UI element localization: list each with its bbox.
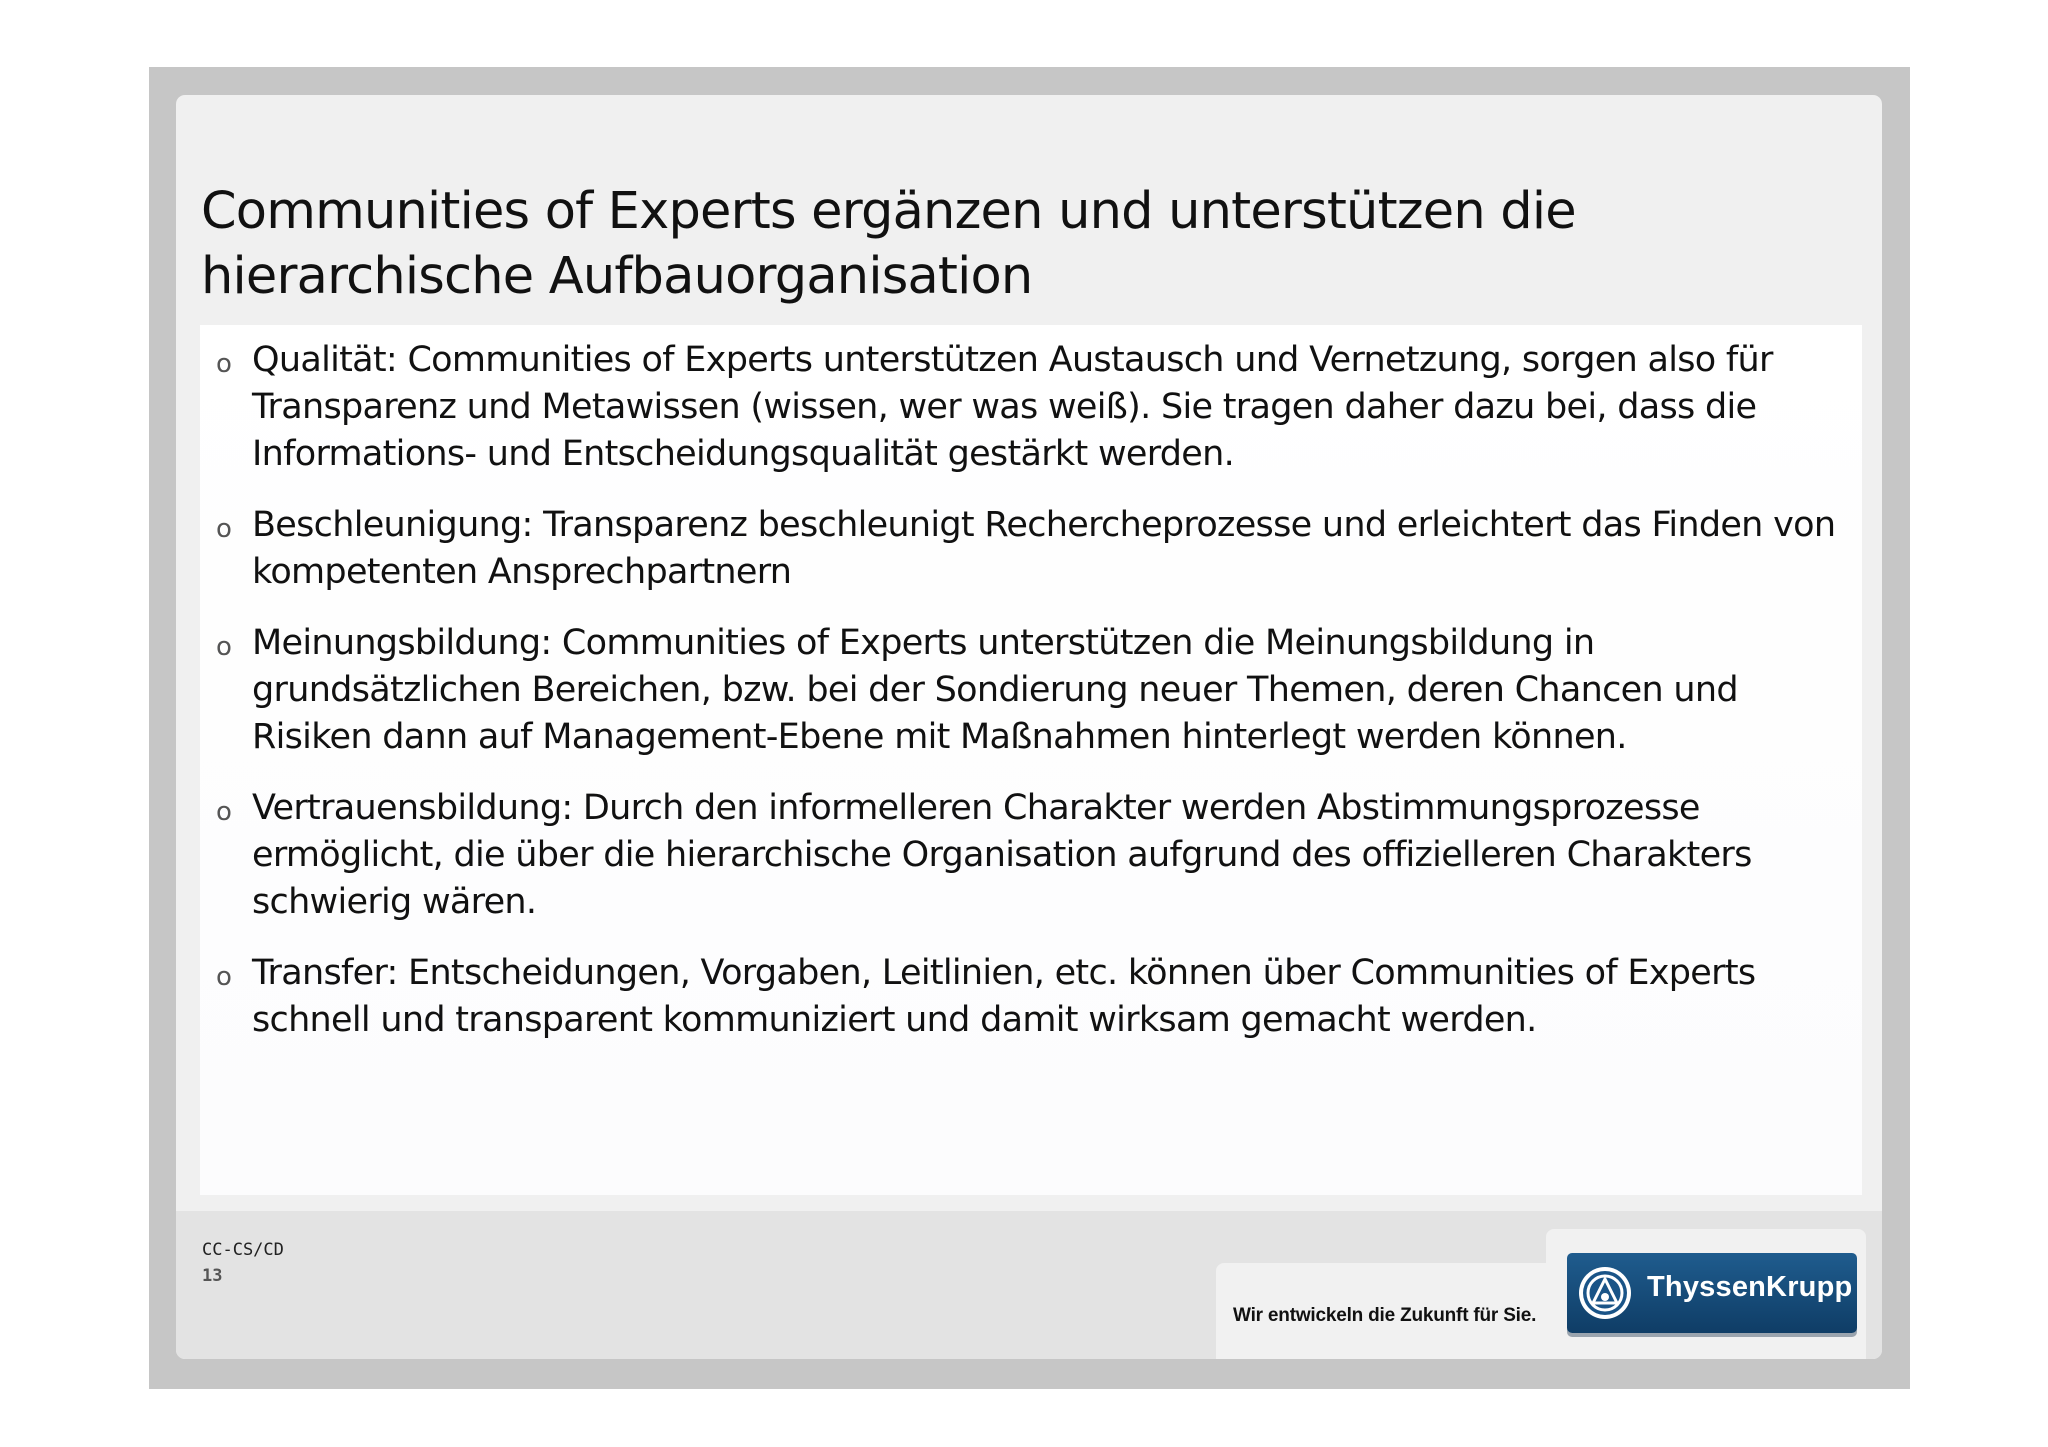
bullet-text: Meinungsbildung: Communities of Experts unterstützen die Meinungsbildung in grundsätzlichen Bereichen, bzw. bei der Sondierung neuer Themen, deren Chancen und Risiken dann auf Management-Ebene mit Maßnahmen hinterlegt werden können. bbox=[252, 623, 1738, 757]
slogan: Wir entwickeln die Zukunft für Sie. bbox=[1233, 1305, 1537, 1326]
department-code: CC-CS/CD bbox=[202, 1240, 284, 1260]
bullet-text: Transfer: Entscheidungen, Vorgaben, Leitlinien, etc. können über Communities of Experts schnell und transparent kommuniziert und damit wirksam gemacht werden. bbox=[252, 953, 1756, 1040]
bullet-marker: o bbox=[216, 514, 232, 544]
bullet-item-beschleunigung bbox=[200, 502, 1862, 596]
footer-meta bbox=[202, 1237, 284, 1289]
bullet-text: Beschleunigung: Transparenz beschleunigt Rechercheprozesse und erleichtert das Finden von kompetenten Ansprechpartnern bbox=[252, 505, 1836, 592]
content-panel bbox=[200, 325, 1862, 1195]
bullet-marker: o bbox=[216, 349, 232, 379]
thyssenkrupp-emblem-icon bbox=[1577, 1265, 1633, 1321]
bullet-text: Qualität: Communities of Experts unterstützen Austausch und Vernetzung, sorgen also für Transparenz und Metawissen (wissen, wer was weiß). Sie tragen daher dazu bei, dass die Informations- und Entscheidungsqualität gestärkt werden. bbox=[252, 340, 1773, 474]
bullet-marker: o bbox=[216, 632, 232, 662]
slide-title: Communities of Experts ergänzen und unterstützen die hierarchische Aufbauorganisation bbox=[201, 182, 1576, 307]
page-number: 13 bbox=[202, 1266, 223, 1286]
bullet-item-transfer bbox=[200, 950, 1862, 1044]
company-logo bbox=[1567, 1253, 1857, 1333]
bullet-text: Vertrauensbildung: Durch den informelleren Charakter werden Abstimmungsprozesse ermöglicht, die über die hierarchische Organisation aufgrund des offizielleren Charakters schwierig wären. bbox=[252, 788, 1752, 922]
slide-footer bbox=[176, 1211, 1882, 1359]
bullet-item-qualitaet bbox=[200, 337, 1862, 478]
bullet-marker: o bbox=[216, 797, 232, 827]
bullet-list bbox=[200, 325, 1862, 1044]
logo-wordmark: ThyssenKrupp bbox=[1647, 1271, 1853, 1303]
bullet-marker: o bbox=[216, 962, 232, 992]
bullet-item-vertrauensbildung bbox=[200, 785, 1862, 926]
slide bbox=[176, 95, 1882, 1359]
bullet-item-meinungsbildung bbox=[200, 620, 1862, 761]
